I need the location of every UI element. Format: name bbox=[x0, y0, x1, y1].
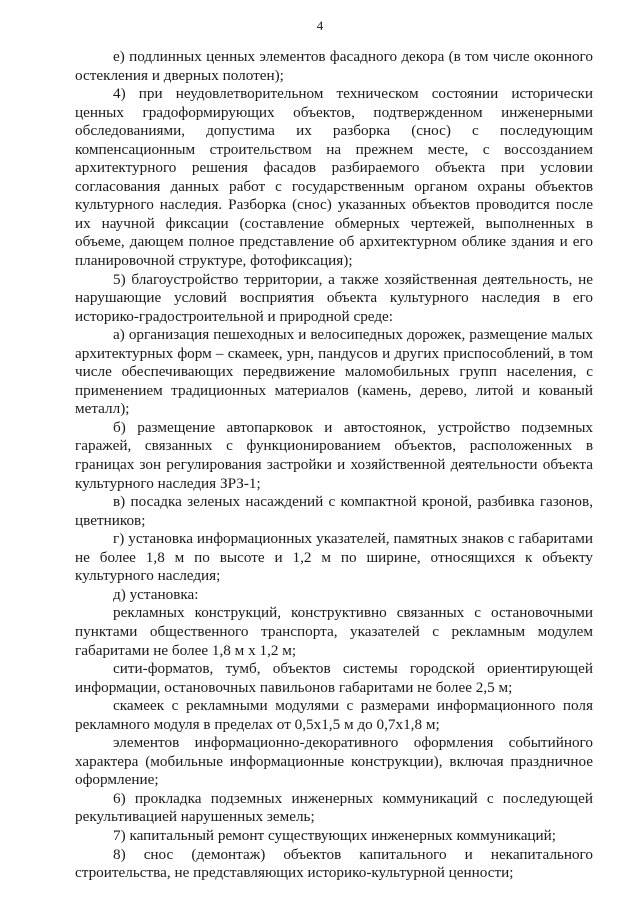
paragraph-5v: в) посадка зеленых насаждений с компактной кроной, разбивка газонов, цветников; bbox=[75, 493, 593, 529]
paragraph-5: 5) благоустройство территории, а также хозяйственная деятельность, не нарушающие условий восприятия объекта культурного наследия в его историко-градостроительной и природной среде: bbox=[75, 270, 593, 325]
paragraph-5b: б) размещение автопарковок и автостоянок, устройство подземных гаражей, связанных с функционированием объектов, расположенных в границах зон регулирования застройки и хозяйственной деятельности объекта культурного наследия ЗРЗ-1; bbox=[75, 418, 593, 492]
paragraph-5d: д) установка: bbox=[113, 585, 199, 603]
paragraph-5d-benches: скамеек с рекламными модулями с размерами информационного поля рекламного модуля в пределах от 0,5х1,5 м до 0,7х1,8 м; bbox=[75, 697, 593, 733]
paragraph-e: е) подлинных ценных элементов фасадного декора (в том числе оконного остекления и дверных полотен); bbox=[75, 48, 593, 84]
paragraph-7: 7) капитальный ремонт существующих инженерных коммуникаций; bbox=[113, 826, 557, 844]
paragraph-5g: г) установка информационных указателей, памятных знаков с габаритами не более 1,8 м по высоте и 1,2 м по ширине, относящихся к объекту культурного наследия; bbox=[75, 530, 593, 585]
paragraph-5d-ads: рекламных конструкций, конструктивно связанных с остановочными пунктами общественного транспорта, указателей с рекламным модулем габаритами не более 1,8 м х 1,2 м; bbox=[75, 604, 593, 659]
paragraph-4: 4) при неудовлетворительном техническом состоянии исторически ценных градоформирующих объектов, подтвержденном инженерными обследованиями, допустима их разборка (снос) с последующим компенсационным строительством на прежнем месте, с воссозданием архитектурного решения фасадов разбираемого объекта при условии согласования данных работ с государственным органом охраны объектов культурного наследия. Разборка (снос) указанных объектов проводится после их научной фиксации (составление обмерных чертежей, выполненных в объеме, дающем полное представление об архитектурном облике здания и его планировочной структуре, фотофиксация); bbox=[75, 85, 593, 270]
paragraph-8: 8) снос (демонтаж) объектов капитального и некапитального строительства, не представляющих историко-культурной ценности; bbox=[75, 845, 593, 882]
paragraph-5a: а) организация пешеходных и велосипедных дорожек, размещение малых архитектурных форм – скамеек, урн, пандусов и других приспособлений, в том числе обеспечивающих передвижение маломобильных групп населения, с применением традиционных материалов (камень, дерево, литой и кованый металл); bbox=[75, 326, 593, 418]
paragraph-6: 6) прокладка подземных инженерных коммуникаций с последующей рекультивацией нарушенных земель; bbox=[75, 789, 593, 826]
document-body bbox=[75, 48, 593, 883]
paragraph-5d-city-formats: сити-форматов, тумб, объектов системы городской ориентирующей информации, остановочных павильонов габаритами не более 2,5 м; bbox=[75, 660, 593, 696]
paragraph-5d-decor: элементов информационно-декоративного оформления событийного характера (мобильные информационные конструкции), включая праздничное оформление; bbox=[75, 734, 593, 789]
page-number: 4 bbox=[316, 18, 324, 33]
